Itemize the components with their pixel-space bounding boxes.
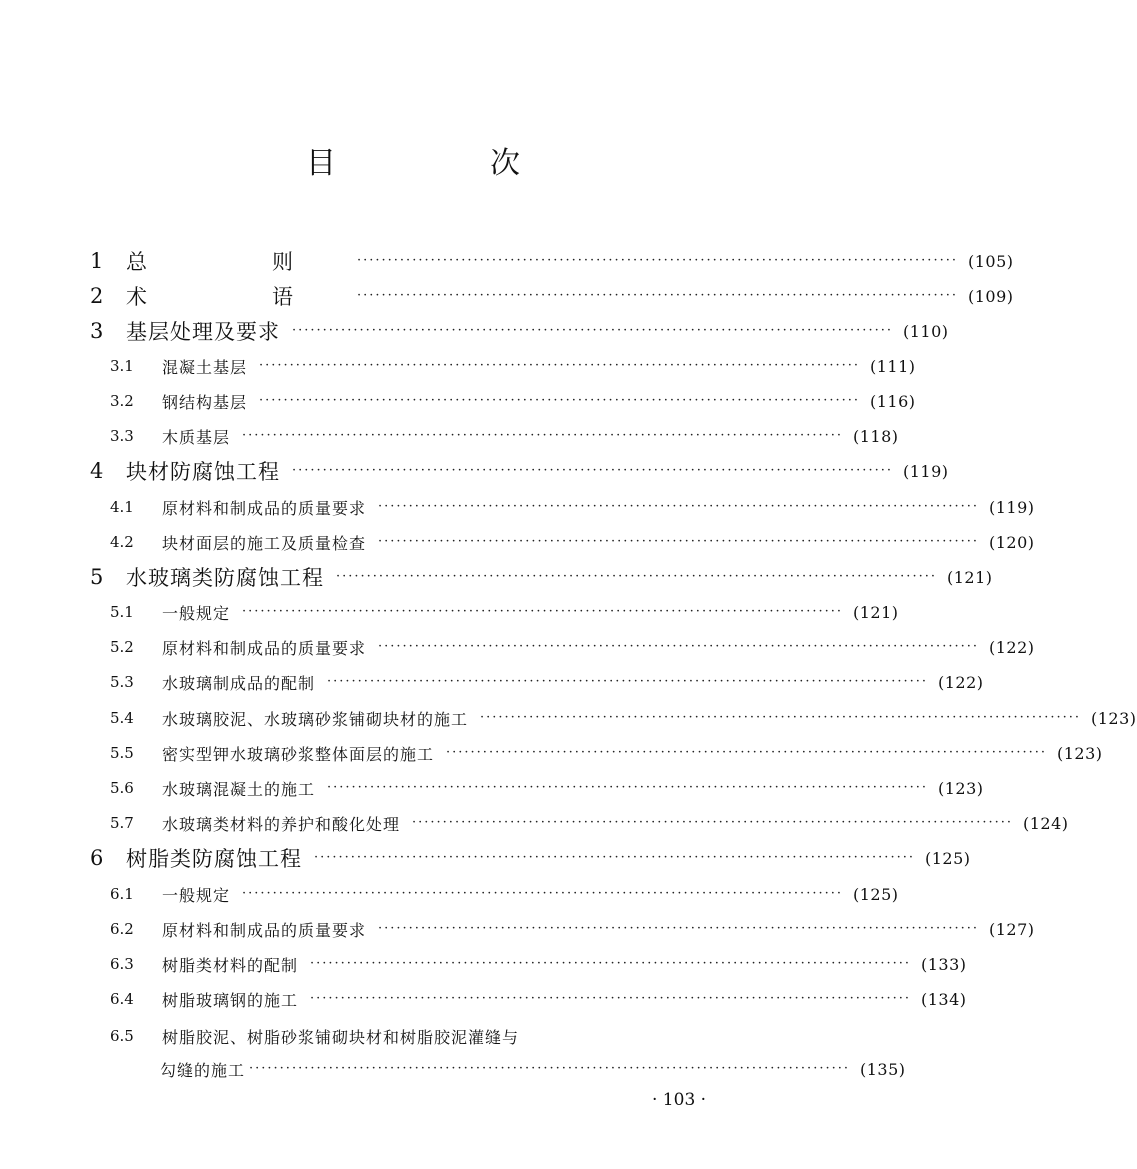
toc-entry-number: 3.2 xyxy=(110,392,134,410)
leader-dots: ·································································································· xyxy=(310,956,911,971)
page-number: · 103 · xyxy=(652,1090,707,1110)
toc-entry-title: 勾缝的施工 xyxy=(160,1060,246,1080)
toc-entry-title: 木质基层 xyxy=(162,427,231,447)
toc-entry[interactable] xyxy=(88,492,1035,522)
toc-entry-page: (109) xyxy=(967,286,1014,306)
toc-entry[interactable] xyxy=(88,879,899,909)
leader-dots: ·································································································· xyxy=(378,534,979,549)
toc-entry-number: 6.3 xyxy=(110,955,134,973)
toc-entry-page: (134) xyxy=(920,989,967,1009)
leader-dots: ·································································································· xyxy=(327,780,928,795)
toc-entry-title: 水玻璃类材料的养护和酸化处理 xyxy=(162,814,401,834)
leader-dots: ·································································································· xyxy=(336,569,937,584)
leader-dots: ·································································································· xyxy=(314,850,915,865)
toc-entry-page: (121) xyxy=(852,602,899,622)
leader-dots: ·································································································· xyxy=(412,815,1013,830)
toc-entry-title: 总 则 xyxy=(126,250,345,274)
toc-entry-page: (116) xyxy=(869,391,916,411)
toc-entry-number: 4 xyxy=(90,459,104,483)
toc-entry-page: (105) xyxy=(967,251,1014,271)
toc-entry-number: 6 xyxy=(90,846,104,870)
toc-entry-title: 混凝土基层 xyxy=(162,357,248,377)
toc-entry[interactable] xyxy=(88,386,916,416)
leader-dots: ·································································································· xyxy=(242,428,843,443)
leader-dots: ·································································································· xyxy=(259,358,860,373)
toc-entry-page: (125) xyxy=(852,884,899,904)
toc-entry-title: 术 语 xyxy=(126,285,345,309)
toc-entry[interactable] xyxy=(88,667,984,697)
toc-entry[interactable] xyxy=(88,914,1035,944)
toc-entry-title: 钢结构基层 xyxy=(162,392,248,412)
toc-entry-title: 原材料和制成品的质量要求 xyxy=(162,498,367,518)
toc-entry-page: (110) xyxy=(902,321,949,341)
toc-entry[interactable] xyxy=(88,984,967,1014)
toc-entry-number: 3.3 xyxy=(110,427,134,445)
toc-entry-number: 5.5 xyxy=(110,744,134,762)
toc-entry-title: 原材料和制成品的质量要求 xyxy=(162,920,367,940)
toc-entry[interactable] xyxy=(88,808,1069,838)
toc-entry-page: (111) xyxy=(869,356,916,376)
toc-entry-page: (123) xyxy=(1090,708,1137,728)
toc-entry-page: (125) xyxy=(924,848,971,868)
toc-entry-page: (127) xyxy=(988,919,1035,939)
toc-entry-title: 块材防腐蚀工程 xyxy=(126,460,280,484)
toc-entry[interactable] xyxy=(88,843,971,873)
toc-entry-title: 树脂类防腐蚀工程 xyxy=(126,847,302,871)
toc-entry[interactable] xyxy=(88,597,899,627)
toc-entry-number: 4.2 xyxy=(110,533,134,551)
toc-entry[interactable] xyxy=(88,456,949,486)
toc-entry-title: 密实型钾水玻璃砂浆整体面层的施工 xyxy=(162,744,435,764)
toc-entry-page: (120) xyxy=(988,532,1035,552)
toc-entry-page: (121) xyxy=(946,567,993,587)
leader-dots: ·································································································· xyxy=(327,674,928,689)
leader-dots: ·································································································· xyxy=(292,463,893,478)
toc-entry[interactable] xyxy=(88,632,1035,662)
toc-entry[interactable] xyxy=(88,246,1014,276)
leader-dots: ·································································································· xyxy=(259,393,860,408)
toc-entry-number: 6.1 xyxy=(110,885,134,903)
toc-entry-title: 树脂胶泥、树脂砂浆铺砌块材和树脂胶泥灌缝与 xyxy=(162,1027,520,1047)
toc-entry[interactable] xyxy=(88,562,993,592)
toc-entry-title: 基层处理及要求 xyxy=(126,320,280,344)
toc-entry[interactable] xyxy=(88,281,1014,311)
toc-entry-number: 5.1 xyxy=(110,603,134,621)
toc-entry[interactable] xyxy=(88,527,1035,557)
toc-entry-page: (122) xyxy=(988,637,1035,657)
leader-dots: ·································································································· xyxy=(357,253,958,268)
toc-entry-title: 水玻璃混凝土的施工 xyxy=(162,779,316,799)
toc-entry-number: 6.4 xyxy=(110,990,134,1008)
toc-entry-number: 5.7 xyxy=(110,814,134,832)
toc-entry-number: 5.2 xyxy=(110,638,134,656)
toc-entry-title: 树脂类材料的配制 xyxy=(162,955,299,975)
toc-entry[interactable] xyxy=(88,949,967,979)
toc-entry-number: 3 xyxy=(90,319,104,343)
toc-entry-title: 原材料和制成品的质量要求 xyxy=(162,638,367,658)
toc-entry[interactable] xyxy=(88,316,949,346)
toc-entry-number: 2 xyxy=(90,284,104,308)
toc-entry-title: 块材面层的施工及质量检查 xyxy=(162,533,367,553)
leader-dots: ·································································································· xyxy=(480,710,1081,725)
toc-entry-title: 树脂玻璃钢的施工 xyxy=(162,990,299,1010)
toc-entry-title: 一般规定 xyxy=(162,885,231,905)
toc-entry[interactable] xyxy=(88,738,1103,768)
toc-entry-number: 5.4 xyxy=(110,709,134,727)
toc-entry-number: 4.1 xyxy=(110,498,134,516)
toc-entry-title: 水玻璃胶泥、水玻璃砂浆铺砌块材的施工 xyxy=(162,709,469,729)
toc-entry-title: 水玻璃制成品的配制 xyxy=(162,673,316,693)
toc-entry-page: (118) xyxy=(852,426,899,446)
toc-entry-page: (123) xyxy=(1056,743,1103,763)
leader-dots: ·································································································· xyxy=(378,499,979,514)
toc-entry-page: (122) xyxy=(937,672,984,692)
toc-entry-continuation[interactable] xyxy=(160,1054,906,1084)
toc-entry-number: 5.6 xyxy=(110,779,134,797)
toc-entry-page: (119) xyxy=(902,461,949,481)
leader-dots: ·································································································· xyxy=(357,288,958,303)
leader-dots: ·································································································· xyxy=(249,1061,850,1076)
toc-entry-number: 6.5 xyxy=(110,1027,134,1045)
leader-dots: ·································································································· xyxy=(242,604,843,619)
toc-entry-page: (123) xyxy=(937,778,984,798)
toc-entry[interactable] xyxy=(88,773,984,803)
toc-entry[interactable] xyxy=(88,1021,748,1051)
leader-dots: ·································································································· xyxy=(378,921,979,936)
toc-entry-title: 水玻璃类防腐蚀工程 xyxy=(126,566,324,590)
toc-entry-page: (133) xyxy=(920,954,967,974)
leader-dots: ·································································································· xyxy=(310,991,911,1006)
leader-dots: ·································································································· xyxy=(292,323,893,338)
toc-entry-number: 3.1 xyxy=(110,357,134,375)
toc-entry-page: (119) xyxy=(988,497,1035,517)
toc-entry[interactable] xyxy=(88,421,899,451)
leader-dots: ·································································································· xyxy=(378,639,979,654)
leader-dots: ·································································································· xyxy=(242,886,843,901)
toc-entry-number: 5 xyxy=(90,565,104,589)
toc-entry-title: 一般规定 xyxy=(162,603,231,623)
toc-entry-page: (135) xyxy=(859,1059,906,1079)
toc-entry-page: (124) xyxy=(1022,813,1069,833)
toc-entry-number: 6.2 xyxy=(110,920,134,938)
toc-entry-number: 1 xyxy=(90,249,104,273)
leader-dots: ·································································································· xyxy=(446,745,1047,760)
page-title: 目 次 xyxy=(306,146,582,181)
toc-entry[interactable] xyxy=(88,703,1137,733)
toc-entry-number: 5.3 xyxy=(110,673,134,691)
toc-entry[interactable] xyxy=(88,351,916,381)
